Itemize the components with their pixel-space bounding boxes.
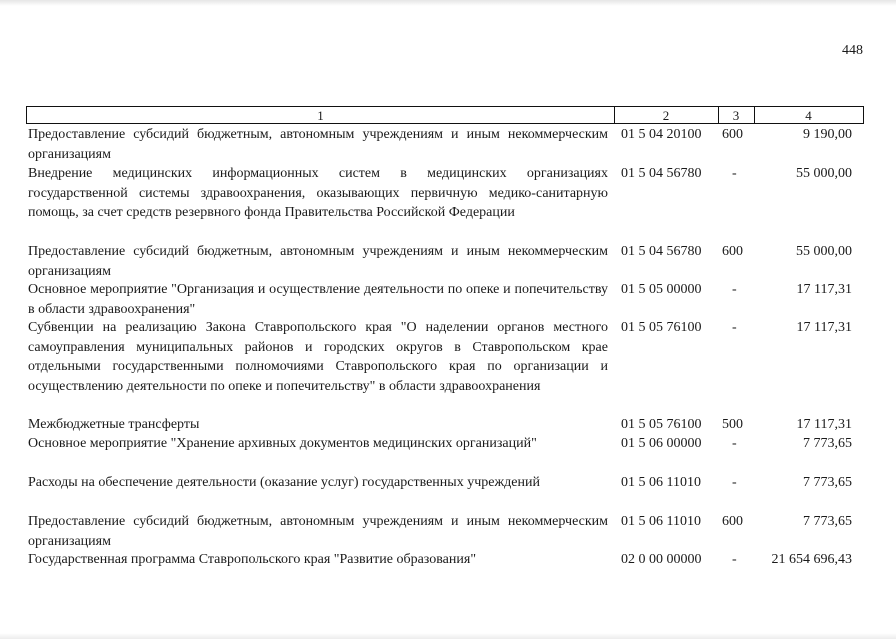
header-col-4: 4	[805, 108, 812, 123]
row-amount: 17 117,31	[796, 320, 852, 335]
row-type: -	[732, 320, 737, 335]
row-type: -	[732, 282, 737, 297]
row-description: Основное мероприятие "Организация и осуществление деятельности по опеке и попечительству в области здравоохранения"	[28, 282, 608, 317]
row-type: 600	[722, 514, 743, 529]
scan-edge-bottom	[0, 633, 896, 639]
row-type: -	[732, 475, 737, 490]
row-description: Внедрение медицинских информационных систем в медицинских организациях государственной системы здравоохранения, оказывающих первичную медико-санитарную помощь, за счет средств резервного фонда Правительства Российской Федерации	[28, 166, 608, 220]
header-col-1: 1	[27, 107, 615, 123]
row-amount: 55 000,00	[796, 166, 852, 181]
row-amount: 9 190,00	[803, 127, 852, 142]
table-header	[26, 106, 864, 124]
row-amount: 7 773,65	[803, 514, 852, 529]
row-code: 01 5 06 11010	[621, 514, 701, 529]
row-type: -	[732, 436, 737, 451]
row-description: Предоставление субсидий бюджетным, автономным учреждениям и иным некоммерческим организациям	[28, 244, 608, 279]
row-type: 500	[722, 417, 743, 432]
row-code: 01 5 04 20100	[621, 127, 702, 142]
row-type: 600	[722, 244, 743, 259]
header-col-3: 3	[718, 107, 755, 123]
row-code: 01 5 05 76100	[621, 320, 702, 335]
row-description: Государственная программа Ставропольского края "Развитие образования"	[28, 552, 477, 567]
row-code: 01 5 04 56780	[621, 244, 702, 259]
row-code: 01 5 04 56780	[621, 166, 702, 181]
header-col-2: 2	[614, 107, 719, 123]
row-amount: 7 773,65	[803, 436, 852, 451]
row-amount: 17 117,31	[796, 417, 852, 432]
row-description: Предоставление субсидий бюджетным, автономным учреждениям и иным некоммерческим организациям	[28, 127, 608, 162]
row-code: 01 5 06 11010	[621, 475, 701, 490]
row-description: Расходы на обеспечение деятельности (оказание услуг) государственных учреждений	[28, 475, 540, 490]
row-type: 600	[722, 127, 743, 142]
row-description: Субвенции на реализацию Закона Ставропольского края "О наделении органов местного самоуправления муниципальных районов и городских округов в Ставропольском крае отдельными государственными полномочиями Ставропольского края по организации и осуществлению деятельности по опеке и попечительству" в области здравоохранения	[28, 320, 608, 394]
row-amount: 7 773,65	[803, 475, 852, 490]
row-code: 02 0 00 00000	[621, 552, 702, 567]
row-description: Предоставление субсидий бюджетным, автономным учреждениям и иным некоммерческим организациям	[28, 514, 608, 549]
scan-edge-top	[0, 0, 896, 6]
row-amount: 55 000,00	[796, 244, 852, 259]
row-type: -	[732, 552, 737, 567]
page-number: 448	[842, 43, 863, 58]
row-code: 01 5 05 76100	[621, 417, 702, 432]
row-amount: 17 117,31	[796, 282, 852, 297]
row-code: 01 5 06 00000	[621, 436, 702, 451]
row-description: Основное мероприятие "Хранение архивных документов медицинских организаций"	[28, 436, 537, 451]
row-code: 01 5 05 00000	[621, 282, 702, 297]
row-amount: 21 654 696,43	[771, 552, 852, 567]
row-type: -	[732, 166, 737, 181]
row-description: Межбюджетные трансферты	[28, 417, 200, 432]
